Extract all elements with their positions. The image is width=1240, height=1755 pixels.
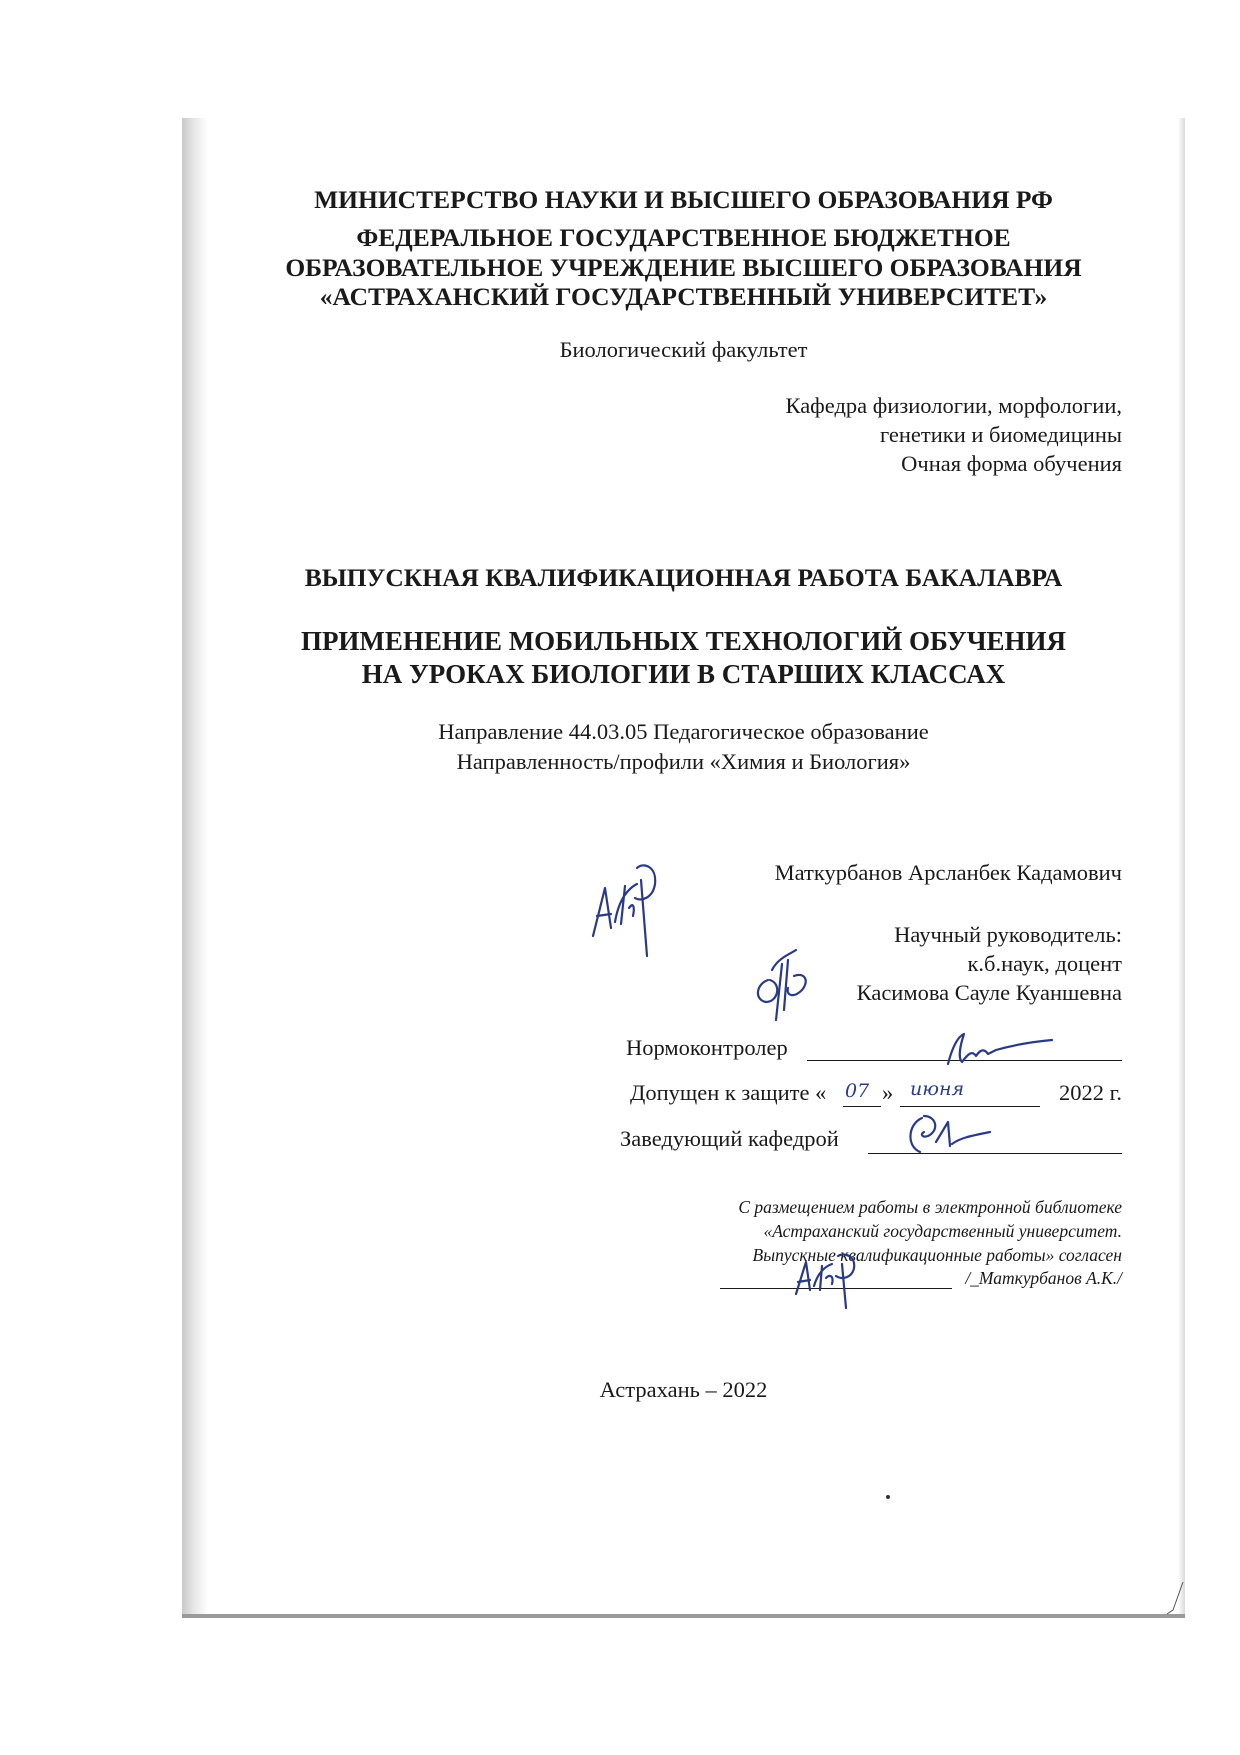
- work-title-line-1: ПРИМЕНЕНИЕ МОБИЛЬНЫХ ТЕХНОЛОГИЙ ОБУЧЕНИЯ: [300, 626, 1067, 656]
- department-line-1: Кафедра физиологии, морфологии,: [785, 393, 1122, 418]
- page-corner-mark: [1165, 1580, 1185, 1616]
- supervisor-name: Касимова Сауле Куаншевна: [856, 980, 1122, 1005]
- head-of-department-label: Заведующий кафедрой: [620, 1126, 839, 1151]
- supervisor-label: Научный руководитель:: [894, 922, 1122, 947]
- scan-edge-bottom: [182, 1614, 1185, 1618]
- study-direction: Направление 44.03.05 Педагогическое образование: [438, 719, 929, 744]
- consent-signature: [790, 1250, 880, 1310]
- admitted-day: 07: [845, 1080, 870, 1102]
- work-type: ВЫПУСКНАЯ КВАЛИФИКАЦИОННАЯ РАБОТА БАКАЛАВРА: [304, 563, 1063, 592]
- department-line-2: генетики и биомедицины: [879, 422, 1122, 447]
- normocontrol-signature: [940, 1028, 1060, 1072]
- institution-line-2: ОБРАЗОВАТЕЛЬНОЕ УЧРЕЖДЕНИЕ ВЫСШЕГО ОБРАЗОВАНИЯ: [285, 253, 1082, 282]
- study-profile: Направленность/профили «Химия и Биология»: [456, 749, 911, 774]
- admitted-month-line: [900, 1106, 1040, 1107]
- admitted-year: 2022 г.: [1059, 1080, 1122, 1105]
- consent-line-3: Выпускные квалификационные работы» согласен: [752, 1245, 1122, 1265]
- admitted-prefix: Допущен к защите «: [630, 1080, 827, 1105]
- consent-line-4: /_Маткурбанов А.К./: [965, 1268, 1122, 1288]
- institution-line-3: «АСТРАХАНСКИЙ ГОСУДАРСТВЕННЫЙ УНИВЕРСИТЕТ»: [319, 282, 1048, 311]
- admitted-month: июня: [910, 1078, 965, 1100]
- study-form: Очная форма обучения: [901, 451, 1122, 476]
- institution-line-1: ФЕДЕРАЛЬНОЕ ГОСУДАРСТВЕННОЕ БЮДЖЕТНОЕ: [356, 223, 1011, 252]
- consent-line-1: С размещением работы в электронной библиотеке: [738, 1197, 1122, 1217]
- scan-speck: [886, 1495, 890, 1499]
- work-title-line-2: НА УРОКАХ БИОЛОГИИ В СТАРШИХ КЛАССАХ: [361, 659, 1006, 689]
- supervisor-signature: [748, 940, 818, 1030]
- student-signature: [585, 858, 665, 958]
- faculty-name: Биологический факультет: [559, 337, 808, 362]
- admitted-mid: »: [882, 1080, 894, 1105]
- normocontrol-label: Нормоконтролер: [626, 1035, 788, 1060]
- consent-line-2: «Астраханский государственный университет.: [763, 1221, 1122, 1241]
- supervisor-degree: к.б.наук, доцент: [967, 951, 1122, 976]
- city-year: Астрахань – 2022: [599, 1377, 768, 1402]
- ministry-name: МИНИСТЕРСТВО НАУКИ И ВЫСШЕГО ОБРАЗОВАНИЯ РФ: [314, 185, 1053, 214]
- head-signature: [900, 1112, 1000, 1158]
- student-name: Маткурбанов Арсланбек Кадамович: [774, 860, 1122, 885]
- admitted-day-line: [843, 1106, 881, 1107]
